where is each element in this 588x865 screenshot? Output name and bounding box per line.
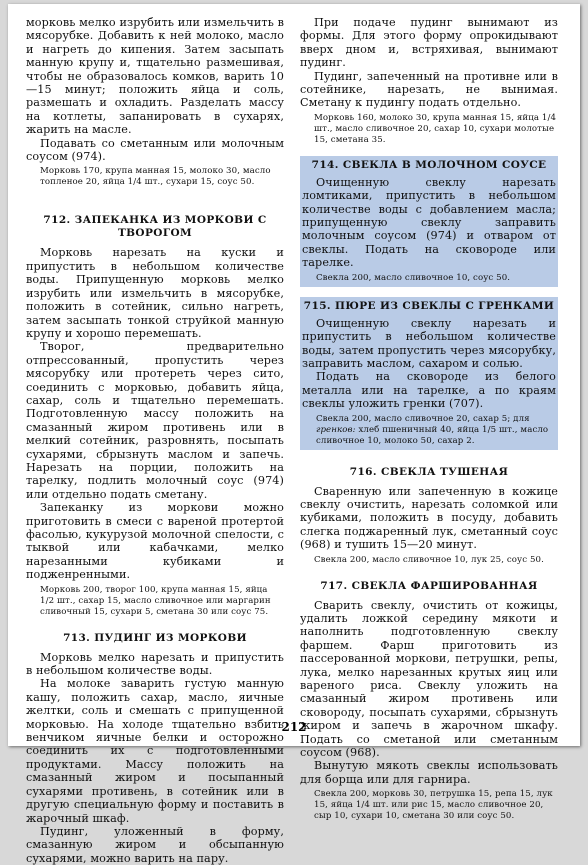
- paragraph: Пудинг, уложенный в форму, смазанную жиром и обсыпанную сухарями, можно варить на пару.: [26, 824, 284, 865]
- paragraph: Творог, предварительно отпрессованный, пропустить через мясорубку или протереть через сито, соединить с морковью, добавить яйца, сахар, соль и тщательно перемешать. Подготовленную массу положить на смазанный жиром противень или в мелкий сотейник, разровнять, посыпать сухарями, сбрызнуть маслом и запечь. Нарезать на порции, положить на тарелку, подлить молочный соус (974) или отдельно подать сметану.: [26, 340, 284, 501]
- paragraph: Запеканку из моркови можно приготовить в смеси с вареной протертой фасолью, кукурузой молочной спелости, с тыквой или кабачками, мелко нарезанными кубиками и подженренными.: [26, 501, 284, 582]
- paragraph: Сварить свеклу, очистить от кожицы, удалить ложкой середину мякоти и наполнить подготовленную свеклу фаршем. Фарш приготовить из пассерованной моркови, петрушки, репы, лука, мелко нарезанных крутых яиц или вареного риса. Свеклу уложить на смазанный жиром противень или сковороду, посыпать сухарями, сбрызнуть жиром и запечь в жарочном шкафу. Подать со сметаной или сметанным соусом (968).: [300, 598, 558, 760]
- paragraph: Подать на сковороде из белого металла или на тарелке, а по краям свеклы уложить гренки (707).: [302, 370, 556, 411]
- paragraph: Подавать со сметанным или молочным соусом (974).: [26, 136, 284, 164]
- paragraph: Сваренную или запеченную в кожице свеклу очистить, нарезать соломкой или кубиками, положить в посуду, добавить слегка поджаренный лук, сметанный соус (968) и тушить 15—20 минут.: [300, 484, 558, 552]
- paragraph: Вынутую мякоть свеклы использовать для борща или для гарнира.: [300, 759, 558, 786]
- paragraph: При подаче пудинг вынимают из формы. Для этого форму опрокидывают вверх дном и, встряхивая, вынимают пудинг.: [300, 16, 558, 70]
- book-page: [8, 4, 580, 865]
- spec-emphasis: гренков:: [316, 424, 356, 435]
- recipe-title-717: 717. СВЕКЛА ФАРШИРОВАННАЯ: [320, 579, 538, 592]
- ingredients-list: Морковь 170, крупа манная 15, молоко 30, масло топленое 20, яйца 1/4 шт., сухари 15, соус 50.: [40, 166, 271, 188]
- paragraph: Морковь нарезать на куски и припустить в небольшом количестве воды. Припущенную морковь мелко изрубить или измельчить в мясорубке, положить в сотейник, сильно нагреть, затем засыпать тонкой струйкой манную крупу и хорошо перемешать.: [26, 246, 284, 340]
- ingredients-list: Свекла 200, масло сливочное 10, соус 50.: [316, 272, 511, 283]
- spec-text: хлеб пшеничный 40, яйца 1/5 шт., масло сливочное 10, молоко 50, сахар 2.: [316, 424, 549, 446]
- spec-text: Свекла 200, масло сливочное 20, сахар 5; для: [316, 413, 530, 424]
- ingredients-list: Морковь 160, молоко 30, крупа манная 15, яйца 1/4 шт., масло сливочное 20, сахар 10, сухари молотые 15, сметана 35.: [314, 112, 557, 145]
- paragraph: На молоке заварить густую манную кашу, положить сахар, масло, яичные желтки, соль и смешать с припущенной морковью. На холоде тщательно взбить венчиком яичные белки и осторожно соединить их с подготовленными продуктами. Массу положить на смазанный жиром и посыпанный сухарями противень, в сотейник или в другую специальную форму и поставить в жарочный шкаф.: [26, 677, 284, 825]
- paragraph: Очищенную свеклу нарезать и припустить в небольшом количестве воды, затем пропустить через мясорубку, заправить маслом, сахаром и солью.: [302, 316, 556, 370]
- paragraph: Очищенную свеклу нарезать ломтиками, припустить в небольшом количестве воды с добавлением масла; припущенную свеклу заправить молочным соусом (974) и отваром от свеклы. Подать на сковороде или тарелке.: [302, 175, 556, 270]
- paragraph: Морковь мелко нарезать и припустить в небольшом количестве воды.: [26, 650, 284, 678]
- paragraph: морковь мелко изрубить или измельчить в мясорубке. Добавить к ней молоко, масло и нагреть до кипения. Затем засыпать манную крупу и, тщательно размешивая, чтобы не образовалось комков, варить 10—15 минут; положить яйца и соль, размешать и охладить. Разделать массу на котлеты, запанировать в сухарях, жарить на масле.: [26, 16, 284, 137]
- recipe-title-715: 715. ПЮРЕ ИЗ СВЕКЛЫ С ГРЕНКАМИ: [303, 299, 555, 312]
- paragraph: Пудинг, запеченный на противне или в сотейнике, нарезать, не вынимая. Сметану к пудингу подать отдельно.: [300, 69, 558, 110]
- recipe-title-714: 714. СВЕКЛА В МОЛОЧНОМ СОУСЕ: [311, 158, 547, 171]
- page-number: 212: [281, 720, 307, 734]
- ingredients-list: Свекла 200, масло сливочное 10, лук 25, соус 50.: [314, 554, 544, 565]
- recipe-title-716: 716. СВЕКЛА ТУШЕНАЯ: [349, 465, 509, 478]
- highlighted-recipe-714: [300, 156, 558, 287]
- highlighted-recipe-715: [300, 297, 558, 450]
- left-column: [26, 16, 284, 865]
- right-column: [300, 16, 558, 822]
- ingredients-list: Свекла 200, морковь 30, петрушка 15, репа 15, лук 15, яйца 1/4 шт. или рис 15, масло сливочное 20, сыр 10, сухари 10, сметана 30 или соус 50.: [314, 789, 553, 822]
- ingredients-list: Морковь 200, творог 100, крупа манная 15, яйца 1/2 шт., сахар 15, масло сливочное или маргарин сливочный 15, сухари 5, сметана 30 или соус 75.: [40, 584, 271, 617]
- recipe-title-712: 712. ЗАПЕКАНКА ИЗ МОРКОВИ С ТВОРОГОМ: [43, 214, 267, 240]
- ingredients-list: [302, 414, 556, 447]
- recipe-title-713: 713. ПУДИНГ ИЗ МОРКОВИ: [63, 631, 247, 644]
